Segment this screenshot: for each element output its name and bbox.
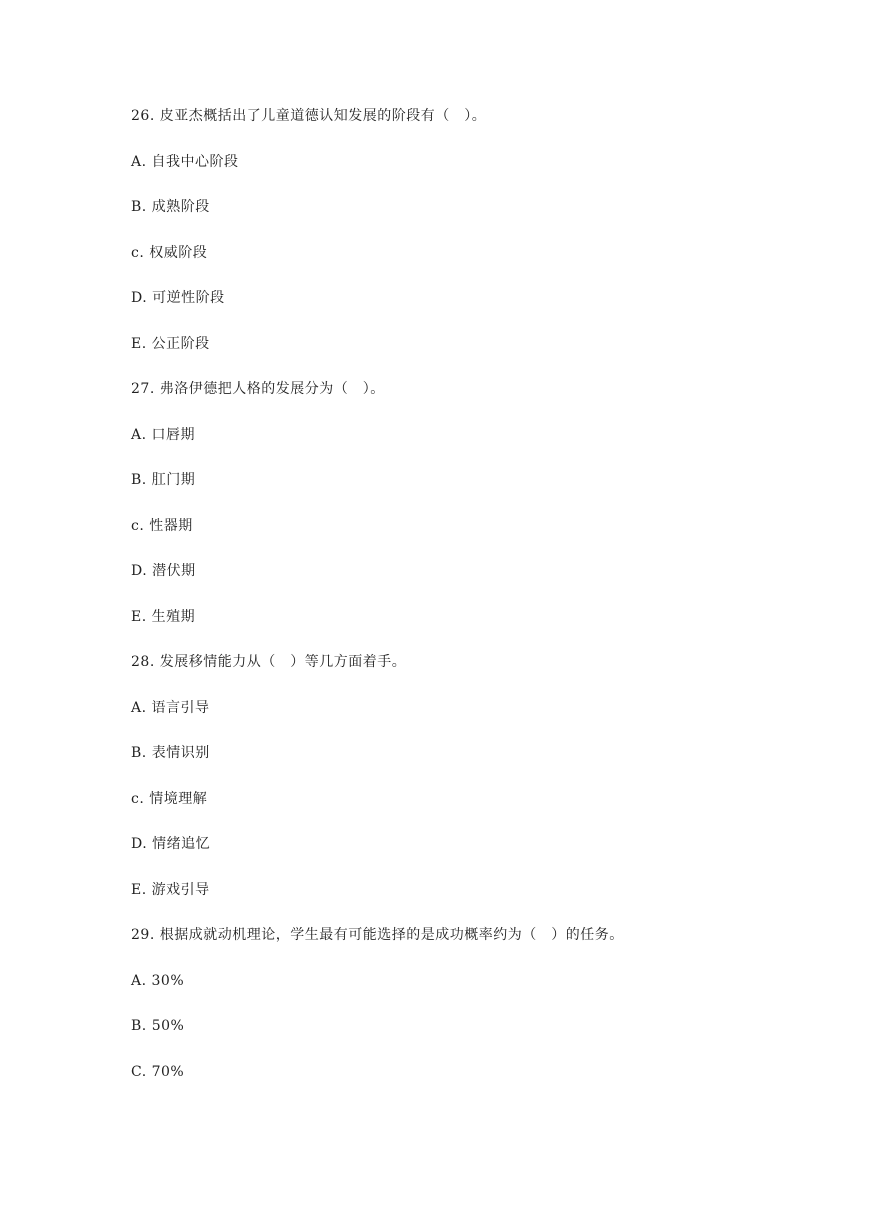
question-27-option-d: D. 潜伏期: [131, 563, 196, 579]
question-28-option-d: D. 情绪追忆: [131, 836, 211, 852]
question-28-option-c: c. 情境理解: [131, 791, 208, 807]
question-26-option-d: D. 可逆性阶段: [131, 290, 225, 306]
question-28-option-a: A. 语言引导: [131, 700, 210, 716]
question-28-stem: 28. 发展移情能力从（ ）等几方面着手。: [131, 654, 407, 670]
question-27-stem: 27. 弗洛伊德把人格的发展分为（ ）。: [131, 381, 385, 397]
question-26-option-a: A. 自我中心阶段: [131, 154, 239, 170]
question-29-stem: 29. 根据成就动机理论，学生最有可能选择的是成功概率约为（ ）的任务。: [131, 927, 624, 943]
question-27-option-c: c. 性器期: [131, 518, 193, 534]
question-29-option-c: C. 70%: [131, 1064, 185, 1080]
question-26-stem: 26. 皮亚杰概括出了儿童道德认知发展的阶段有（ ）。: [131, 108, 487, 124]
question-27-option-a: A. 口唇期: [131, 427, 196, 443]
question-28-option-b: B. 表情识别: [131, 745, 210, 761]
question-29-option-a: A. 30%: [131, 973, 185, 989]
question-29-option-b: B. 50%: [131, 1018, 185, 1034]
question-28-option-e: E. 游戏引导: [131, 882, 210, 898]
question-26-option-b: B. 成熟阶段: [131, 199, 210, 215]
question-26-option-c: c. 权威阶段: [131, 245, 208, 261]
question-27-option-b: B. 肛门期: [131, 472, 196, 488]
question-27-option-e: E. 生殖期: [131, 609, 196, 625]
question-26-option-e: E. 公正阶段: [131, 336, 210, 352]
